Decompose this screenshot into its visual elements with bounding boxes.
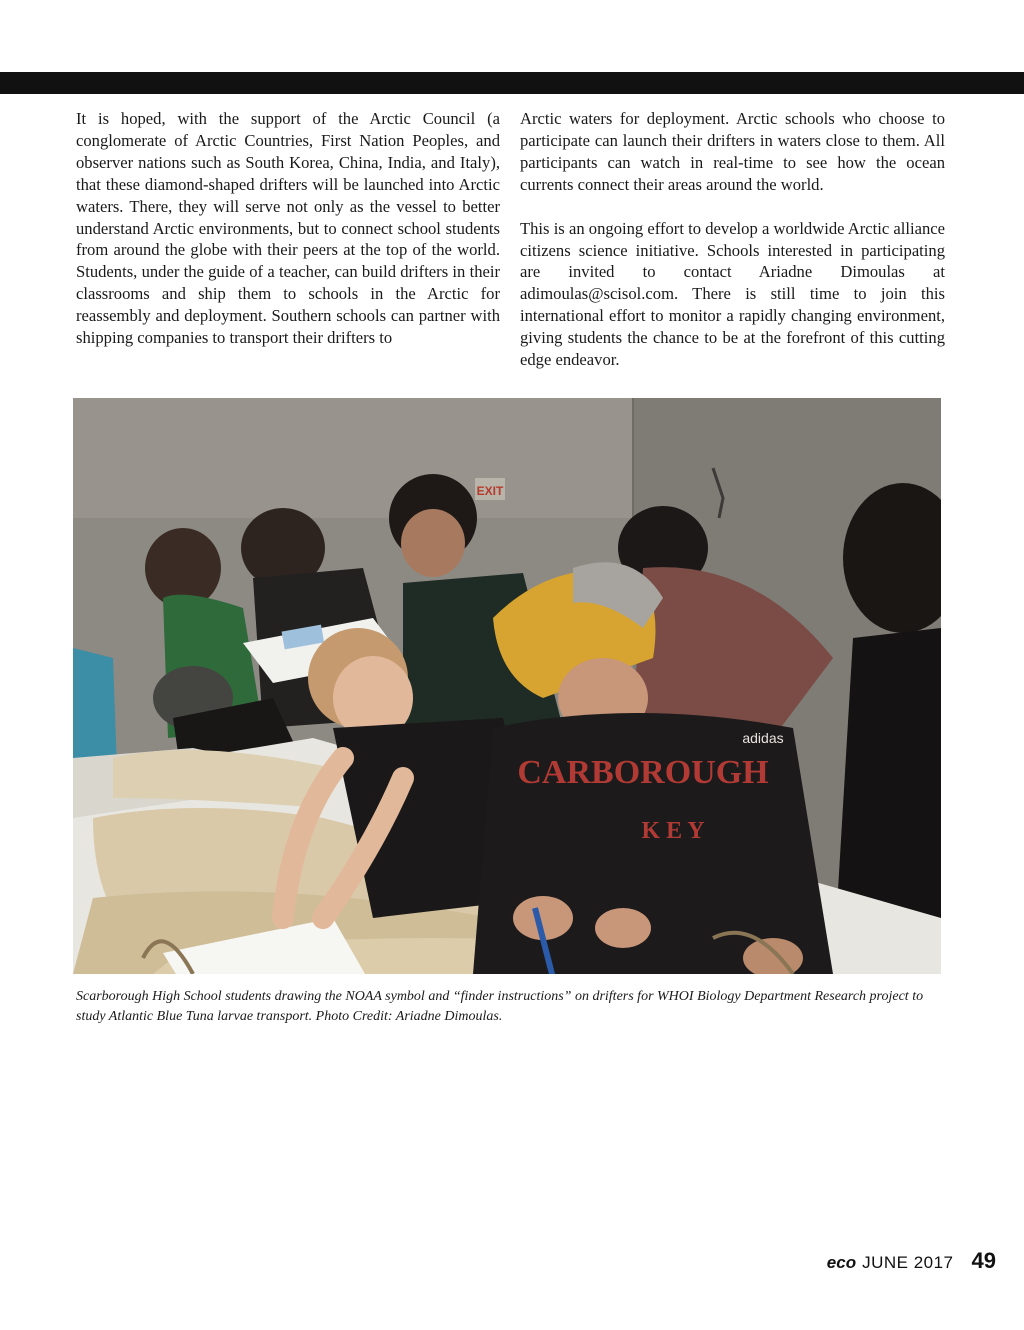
article-paragraph-2: Arctic waters for deployment. Arctic schools who choose to participate can launch their drifters in waters close to them. All participants can watch in real-time to see how the ocean currents connect their areas around the world. bbox=[520, 109, 945, 194]
svg-text:K E Y: K E Y bbox=[641, 818, 705, 844]
article-paragraph-1: It is hoped, with the support of the Arctic Council (a conglomerate of Arctic Countries, First Nation Peoples, and observer nations such as South Korea, China, India, and Italy), that these diamond-shaped drifters will be launched into Arctic waters. There, they will serve not only as the vessel to better understand Arctic environments, but to connect school students from around the globe with their peers at the top of the world. Students, under the guide of a teacher, can build drifters in their classrooms and ship them to schools in the Arctic for reassembly and deployment. Southern schools can partner with shipping companies to transport their drifters to bbox=[76, 109, 500, 348]
article-paragraph-3: This is an ongoing effort to develop a worldwide Arctic alliance citizens science initiative. Schools interested in participating are invited to contact Ariadne Dimoulas at adimoulas@scisol.com. There is still time to join this international effort to monitor a rapidly changing environment, giving students the chance to be at the forefront of this cutting edge endeavor. bbox=[520, 218, 945, 370]
article-column-left bbox=[76, 108, 500, 349]
top-rule-bar bbox=[0, 72, 1024, 94]
page-footer bbox=[827, 1248, 996, 1276]
article-column-right bbox=[520, 108, 945, 371]
svg-text:EXIT: EXIT bbox=[476, 484, 504, 498]
svg-text:adidas: adidas bbox=[742, 730, 784, 746]
issue-date: JUNE 2017 bbox=[862, 1253, 954, 1272]
photo-illustration bbox=[73, 398, 941, 974]
page-number: 49 bbox=[971, 1248, 996, 1273]
photo-caption: Scarborough High School students drawing the NOAA symbol and “finder instructions” on drifters for WHOI Biology Department Research project to study Atlantic Blue Tuna larvae transport. Photo Credit: Ariadne Dimoulas. bbox=[76, 989, 924, 1024]
magazine-name: eco bbox=[826, 1253, 857, 1272]
article-photo bbox=[73, 398, 941, 974]
svg-text:CARBOROUGH: CARBOROUGH bbox=[517, 754, 769, 791]
